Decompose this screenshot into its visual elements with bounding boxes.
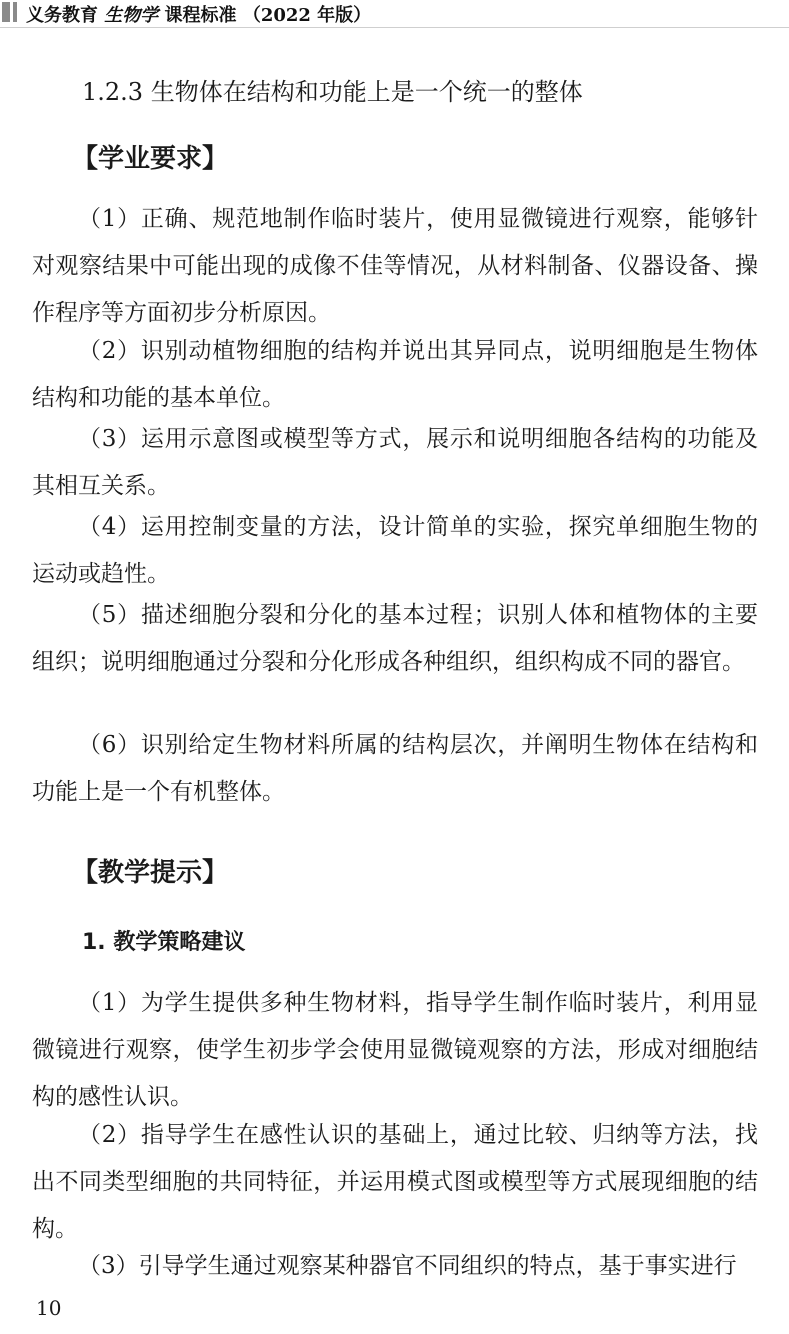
section-title: 1.2.3 生物体在结构和功能上是一个统一的整体 [82,78,583,106]
strategy-subheading: 1. 教学策略建议 [82,930,246,955]
page-number: 10 [36,1296,62,1320]
header-title-part: 课程标准 （2022 年版） [158,5,372,26]
requirement-paragraph: （3）运用示意图或模型等方式，展示和说明细胞各结构的功能及其相互关系。 [32,426,758,499]
requirement-paragraph: （4）运用控制变量的方法，设计简单的实验，探究单细胞生物的运动或趋性。 [32,514,758,587]
header-title-part: 义务教育 [26,5,105,26]
requirement-paragraph: （5）描述细胞分裂和分化的基本过程；识别人体和植物体的主要组织；说明细胞通过分裂和分化形成各种组织，组织构成不同的器官。 [32,602,758,675]
requirement-paragraph: （1）正确、规范地制作临时装片，使用显微镜进行观察，能够针对观察结果中可能出现的成像不佳等情况，从材料制备、仪器设备、操作程序等方面初步分析原因。 [32,206,758,326]
strategy-paragraph: （1）为学生提供多种生物材料，指导学生制作临时装片，利用显微镜进行观察，使学生初步学会使用显微镜观察的方法，形成对细胞结构的感性认识。 [32,990,758,1110]
academic-requirements-heading: 【学业要求】 [72,144,229,174]
strategy-paragraph: （2）指导学生在感性认识的基础上，通过比较、归纳等方法，找出不同类型细胞的共同特征，并运用模式图或模型等方式展现细胞的结构。 [32,1122,758,1242]
strategy-paragraph: （3）引导学生通过观察某种器官不同组织的特点，基于事实进行 [78,1253,737,1279]
header-title [26,1,371,27]
header-title-subject: 生物学 [104,5,159,26]
header-divider [0,27,789,28]
running-header [0,0,789,26]
requirement-paragraph: （2）识别动植物细胞的结构并说出其异同点，说明细胞是生物体结构和功能的基本单位。 [32,338,758,411]
requirement-paragraph: （6）识别给定生物材料所属的结构层次，并阐明生物体在结构和功能上是一个有机整体。 [32,732,758,805]
teaching-tips-heading: 【教学提示】 [72,858,229,888]
header-bar-decoration [13,2,17,22]
header-bar-decoration [2,2,10,22]
